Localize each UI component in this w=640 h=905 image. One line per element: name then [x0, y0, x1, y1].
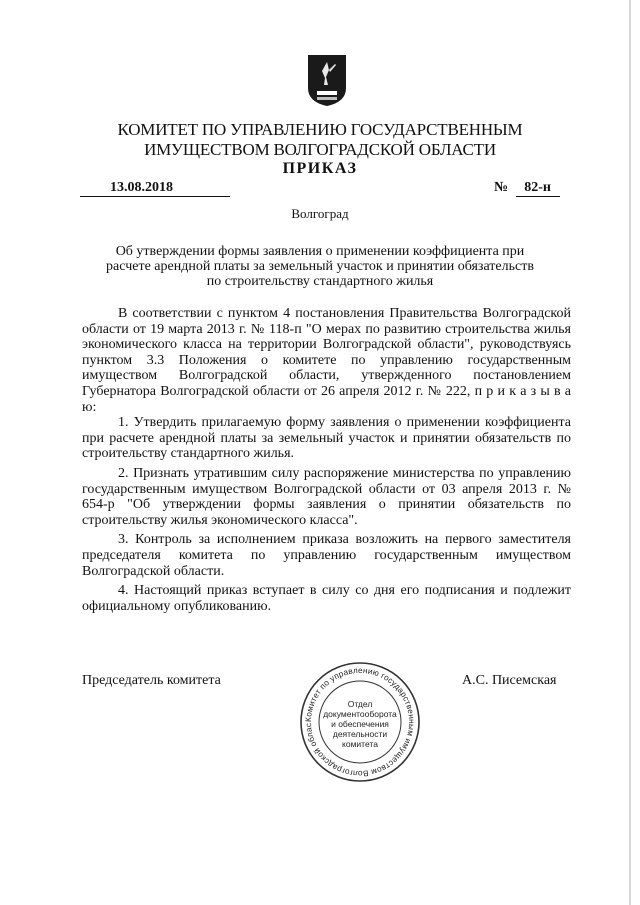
document-type-title: ПРИКАЗ: [282, 160, 358, 177]
order-subject: Об утверждении формы заявления о применении коэффициента при расчете арендной платы за земельный участок и принятии обязательств по строительству стандартного жилья: [106, 244, 534, 289]
order-date: [80, 180, 230, 197]
order-number: [494, 180, 560, 197]
stamp-line-1: Отдел: [347, 699, 373, 709]
preamble-paragraph: В соответствии с пунктом 4 постановления Правительства Волгоградской области от 19 марта 2013 г. № 118-п "О мерах по развитию строительства жилья экономического класса на территории Волгоградской области", руководствуясь пунктом 3.3 Положения о комитете по управлению государственным имуществом Волгоградской области, утвержденного постановлением Губернатора Волгоградской области от 26 апреля 2012 г. № 222, п р и к а з ы в а ю:: [82, 306, 571, 415]
order-item-4: 4. Настоящий приказ вступает в силу со дня его подписания и подлежит официальному опубликованию.: [82, 583, 571, 614]
stamp-line-5: комитета: [342, 739, 378, 749]
city-name: Волгоград: [291, 206, 349, 221]
volgograd-emblem-icon: [305, 52, 349, 108]
order-number-value: 82-н: [516, 180, 560, 197]
order-item-2: 2. Признать утратившим силу распоряжение министерства по управлению государственным имуществом Волгоградской области от 03 апреля 2013 г. № 654-р "Об утверждении формы заявления о принятии обязательств по строительству жилья экономического класса".: [82, 465, 571, 528]
stamp-line-4: деятельности: [332, 729, 388, 739]
order-date-value: 13.08.2018: [110, 180, 173, 195]
signer-name: А.С. Писемская: [462, 673, 557, 688]
stamp-line-2: документооборота: [323, 709, 397, 719]
signer-position: Председатель комитета: [82, 673, 221, 688]
order-item-3: 3. Контроль за исполнением приказа возложить на первого заместителя председателя комитета по управлению государственным имуществом Волгоградской области.: [82, 532, 571, 579]
order-number-label: №: [494, 180, 509, 195]
scan-edge: [629, 0, 631, 905]
order-item-1: 1. Утвердить прилагаемую форму заявления о применении коэффициента при расчете арендной платы за земельный участок и принятии обязательств по строительству стандартного жилья.: [82, 415, 571, 462]
organization-name: КОМИТЕТ ПО УПРАВЛЕНИЮ ГОСУДАРСТВЕННЫМ ИМУЩЕСТВОМ ВОЛГОГРАДСКОЙ ОБЛАСТИ: [117, 120, 523, 159]
stamp-line-3: и обеспечения: [331, 719, 389, 729]
stamp-ring-text: Комитет по управлению государственным имуществом Волгоградской облас: [303, 665, 417, 779]
order-body: [82, 306, 571, 614]
stamp-center-text: [311, 699, 409, 749]
